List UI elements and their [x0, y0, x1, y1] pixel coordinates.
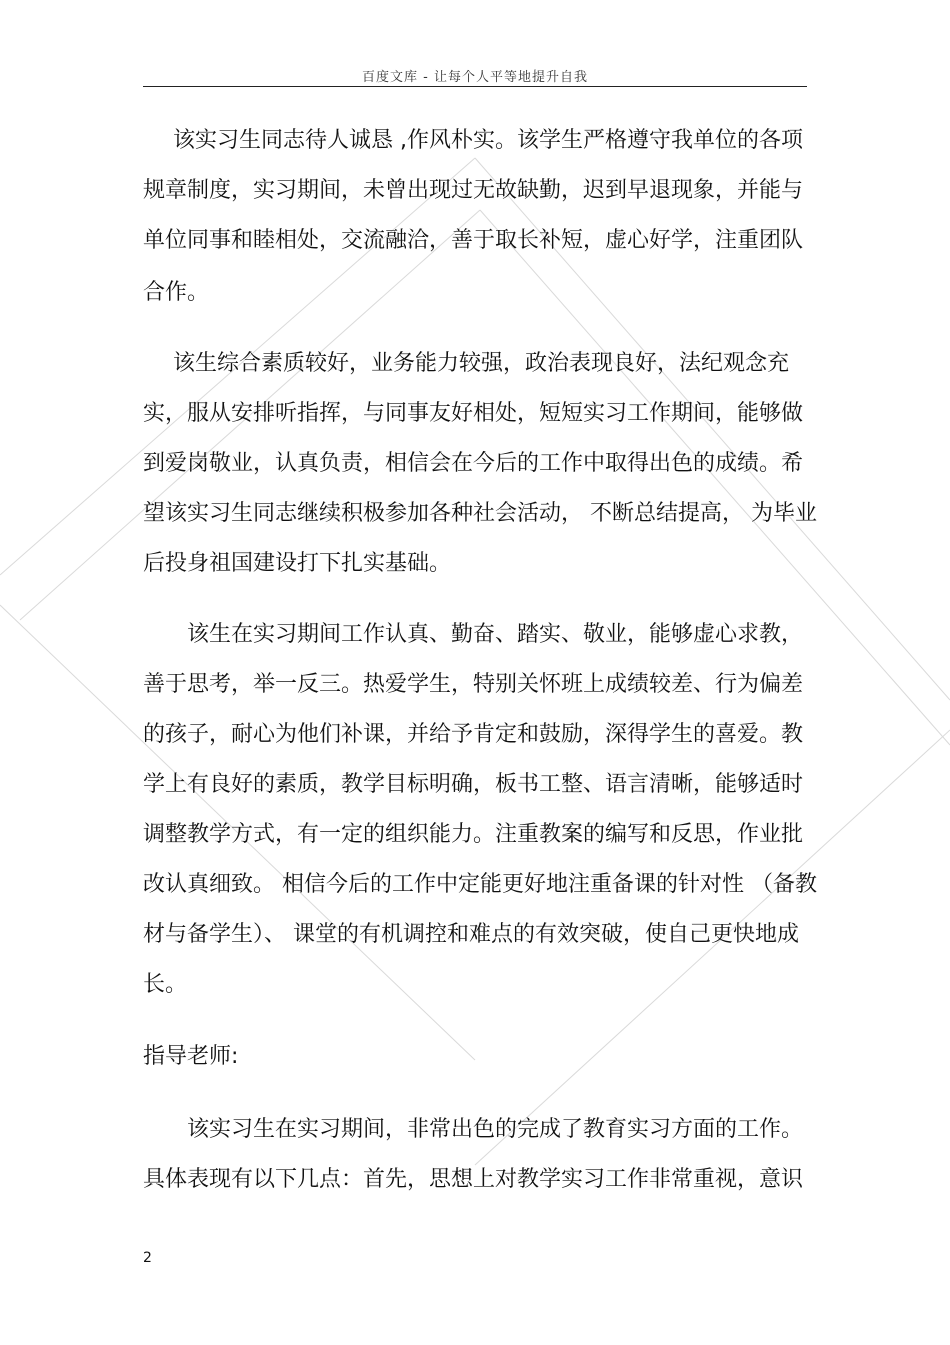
- paragraph-line: 具体表现有以下几点：首先，思想上对教学实习工作非常重视，意识: [143, 1167, 804, 1192]
- paragraph-line: 该生在实习期间工作认真、勤奋、踏实、敬业，能够虚心求教，: [187, 622, 804, 647]
- paragraph-line: 改认真细致。 相信今后的工作中定能更好地注重备课的针对性 （备教: [143, 872, 817, 897]
- paragraph-line: 规章制度，实习期间，未曾出现过无故缺勤，迟到早退现象，并能与: [143, 178, 804, 203]
- paragraph-line: 到爱岗敬业，认真负责，相信会在今后的工作中取得出色的成绩。希: [143, 451, 804, 476]
- paragraph-line: 单位同事和睦相处，交流融洽，善于取长补短，虚心好学，注重团队: [143, 228, 804, 253]
- paragraph-line: 该生综合素质较好，业务能力较强，政治表现良好，法纪观念充: [173, 351, 790, 376]
- paragraph-line: 望该实习生同志继续积极参加各种社会活动， 不断总结提高， 为毕业: [143, 501, 817, 526]
- paragraph-line: 材与备学生）、 课堂的有机调控和难点的有效突破，使自己更快地成: [143, 922, 799, 947]
- header-divider: [143, 86, 807, 87]
- paragraph-line: 合作。: [143, 280, 210, 305]
- paragraph-line: 长。: [143, 972, 188, 997]
- paragraph-line: 调整教学方式，有一定的组织能力。注重教案的编写和反思，作业批: [143, 822, 804, 847]
- paragraph-line: 后投身祖国建设打下扎实基础。: [143, 551, 452, 576]
- page-number: 2: [143, 1250, 152, 1266]
- paragraph-line: 善于思考，举一反三。热爱学生，特别关怀班上成绩较差、行为偏差: [143, 672, 804, 697]
- supervisor-label: 指导老师:: [143, 1044, 239, 1069]
- page-header: 百度文库 - 让每个人平等地提升自我: [362, 70, 588, 85]
- paragraph-line: 实，服从安排听指挥，与同事友好相处，短短实习工作期间，能够做: [143, 401, 804, 426]
- paragraph-line: 学上有良好的素质，教学目标明确，板书工整、语言清晰，能够适时: [143, 772, 804, 797]
- paragraph-line: 的孩子，耐心为他们补课，并给予肯定和鼓励，深得学生的喜爱。教: [143, 722, 804, 747]
- paragraph-line: 该实习生在实习期间，非常出色的完成了教育实习方面的工作。: [187, 1117, 804, 1142]
- paragraph-line: 该实习生同志待人诚恳 ,作风朴实。该学生严格遵守我单位的各项: [173, 128, 803, 153]
